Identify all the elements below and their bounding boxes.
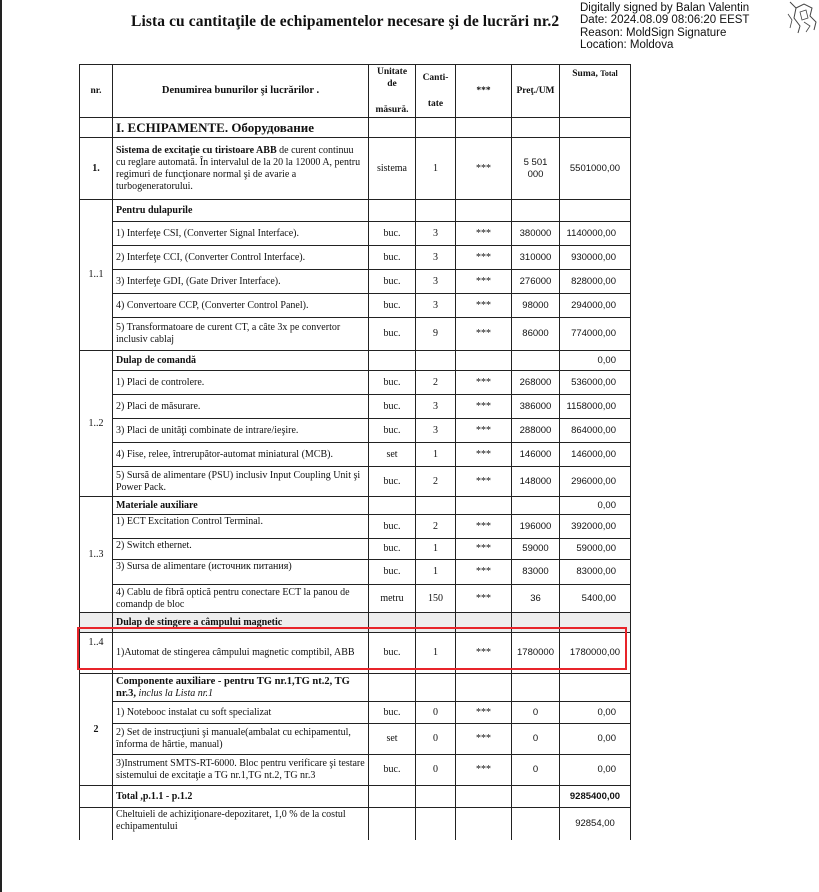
row-sum: 392000,00 xyxy=(560,515,631,539)
group-title-row xyxy=(80,200,631,222)
table-row xyxy=(80,539,631,560)
row-stars: *** xyxy=(456,585,512,613)
row-unit: buc. xyxy=(369,560,416,585)
row-name: 5) Sursă de alimentare (PSU) inclusiv Input Coupling Unit şi Power Pack. xyxy=(113,467,369,497)
header-qty-line1: Canti- xyxy=(422,73,449,83)
row-name: 4) Fise, relee, întrerupător-automat miniatural (MCB). xyxy=(113,443,369,467)
row-price: 0 xyxy=(512,755,560,786)
header-qty-line2: tate xyxy=(427,99,444,109)
row-stars: *** xyxy=(456,371,512,395)
row-stars: *** xyxy=(456,724,512,755)
table-row xyxy=(80,222,631,246)
row-qty: 2 xyxy=(416,467,456,497)
row-name: 4) Cablu de fibră optică pentru conectare ECT la panou de comandp de bloc xyxy=(113,585,369,613)
row-sum: 294000,00 xyxy=(560,294,631,318)
row-name: 1) Noteboоc instalat cu soft specializat xyxy=(113,702,369,724)
table-row xyxy=(80,246,631,270)
row-sum: 828000,00 xyxy=(560,270,631,294)
row-price: 148000 xyxy=(512,467,560,497)
table-row xyxy=(80,318,631,351)
row-sum: 0,00 xyxy=(560,702,631,724)
row-sum: 774000,00 xyxy=(560,318,631,351)
row-qty: 0 xyxy=(416,724,456,755)
group-nr: 1..4 xyxy=(80,633,113,674)
row-unit: buc. xyxy=(369,467,416,497)
row-name: 4) Convertoare CCP, (Converter Control Panel). xyxy=(113,294,369,318)
row-unit: buc. xyxy=(369,270,416,294)
table-row xyxy=(80,467,631,497)
row-sum: 146000,00 xyxy=(560,443,631,467)
table-row xyxy=(80,702,631,724)
row-qty: 3 xyxy=(416,246,456,270)
row-name xyxy=(113,138,369,200)
row-unit: buc. xyxy=(369,702,416,724)
row-price: 276000 xyxy=(512,270,560,294)
header-sum-total: Total xyxy=(600,69,618,78)
row-unit: set xyxy=(369,724,416,755)
row-price: 5 501 000 xyxy=(512,138,560,200)
row-sum: 5501000,00 xyxy=(560,138,631,200)
group-title: Dulap de stingere a câmpului magnetic xyxy=(113,613,369,633)
row-qty: 0 xyxy=(416,755,456,786)
row-name-rest: de curent continuu cu reglare automată. În intervalul de la 20 la 12000 A, pentru regimuri de funcţionare normal şi de avarie a turbogeneratorului. xyxy=(116,144,361,192)
row-qty: 2 xyxy=(416,515,456,539)
group-nr: 1..1 xyxy=(80,200,113,351)
row-unit: buc. xyxy=(369,371,416,395)
row-sum: 930000,00 xyxy=(560,246,631,270)
row-price: 380000 xyxy=(512,222,560,246)
row-qty: 3 xyxy=(416,270,456,294)
row-sum: 1140000,00 xyxy=(560,222,631,246)
costs-row xyxy=(80,808,631,840)
section-title: I. ECHIPAMENTE. Оборудование xyxy=(113,118,369,138)
row-sum: 59000,00 xyxy=(560,539,631,560)
row-stars: *** xyxy=(456,246,512,270)
group-title-row xyxy=(80,674,631,702)
row-unit: sistema xyxy=(369,138,416,200)
group-title xyxy=(113,674,369,702)
row-sum: 5400,00 xyxy=(560,585,631,613)
row-name: 1) Interfeţe CSI, (Converter Signal Interface). xyxy=(113,222,369,246)
row-unit: buc. xyxy=(369,246,416,270)
row-stars: *** xyxy=(456,294,512,318)
signature-reason: Reason: MoldSign Signature xyxy=(580,26,727,39)
row-price: 98000 xyxy=(512,294,560,318)
equipment-table xyxy=(79,64,631,840)
row-sum: 536000,00 xyxy=(560,371,631,395)
row-name: 2) Set de instrucţiuni şi manuale(ambalat cu echipamentul, înforma de hârtie, manual) xyxy=(113,724,369,755)
row-price: 1780000 xyxy=(512,633,560,674)
row-unit: buc. xyxy=(369,419,416,443)
row-name: 2) Placi de măsurare. xyxy=(113,395,369,419)
costs-label: Cheltuieli de achiziţionare-depozitaret, 1,0 % de la costul echipamentului xyxy=(113,808,369,840)
row-name: 1) ECT Excitation Control Terminal. xyxy=(113,515,369,539)
row-qty: 1 xyxy=(416,539,456,560)
header-name: Denumirea bunurilor şi lucrărilor . xyxy=(113,65,369,118)
row-stars: *** xyxy=(456,222,512,246)
total-sum: 9285400,00 xyxy=(560,786,631,808)
header-unit xyxy=(369,65,416,118)
total-label: Total ,p.1.1 - p.1.2 xyxy=(113,786,369,808)
row-stars: *** xyxy=(456,755,512,786)
row-price: 310000 xyxy=(512,246,560,270)
header-unit-line1: Unitate de xyxy=(376,67,408,89)
row-price: 83000 xyxy=(512,560,560,585)
row-stars: *** xyxy=(456,419,512,443)
row-unit: buc. xyxy=(369,515,416,539)
row-price: 86000 xyxy=(512,318,560,351)
row-qty: 9 xyxy=(416,318,456,351)
row-sum: 1780000,00 xyxy=(560,633,631,674)
row-price: 288000 xyxy=(512,419,560,443)
row-unit: buc. xyxy=(369,539,416,560)
row-price: 0 xyxy=(512,702,560,724)
row-price: 36 xyxy=(512,585,560,613)
table-row xyxy=(80,755,631,786)
table-row xyxy=(80,294,631,318)
row-stars: *** xyxy=(456,443,512,467)
row-qty: 1 xyxy=(416,138,456,200)
signature-date: Date: 2024.08.09 08:06:20 EEST xyxy=(580,14,750,27)
row-unit: buc. xyxy=(369,222,416,246)
row-name: 3) Placi de unităţi combinate de intrare/ieşire. xyxy=(113,419,369,443)
header-sum xyxy=(560,65,631,118)
row-price: 59000 xyxy=(512,539,560,560)
row-qty: 0 xyxy=(416,702,456,724)
row-qty: 3 xyxy=(416,395,456,419)
table-row xyxy=(80,585,631,613)
group-nr: 2 xyxy=(80,674,113,786)
row-qty: 1 xyxy=(416,443,456,467)
costs-sum: 92854,00 xyxy=(560,808,631,840)
row-qty: 150 xyxy=(416,585,456,613)
row-name: 2) Switch ethernet. xyxy=(113,539,369,560)
row-unit: set xyxy=(369,443,416,467)
row-price: 0 xyxy=(512,724,560,755)
row-sum: 296000,00 xyxy=(560,467,631,497)
group-title-bold: Componente auxiliare - pentru TG nr.1,TG nt.2, TG nr.3, xyxy=(116,675,350,699)
row-name: 2) Interfeţe CCI, (Converter Control Interface). xyxy=(113,246,369,270)
header-nr: nr. xyxy=(80,65,113,118)
table-row xyxy=(80,515,631,539)
section-title-row xyxy=(80,118,631,138)
row-unit: metru xyxy=(369,585,416,613)
group-title-row xyxy=(80,351,631,371)
row-sum: 0,00 xyxy=(560,755,631,786)
row-qty: 3 xyxy=(416,419,456,443)
row-stars: *** xyxy=(456,395,512,419)
row-sum: 83000,00 xyxy=(560,560,631,585)
group-title: Pentru dulapurile xyxy=(113,200,369,222)
digital-signature-block xyxy=(580,2,749,51)
row-qty: 3 xyxy=(416,222,456,246)
row-name: 3) Sursa de alimentare (источник питания) xyxy=(113,560,369,585)
total-row xyxy=(80,786,631,808)
table-row xyxy=(80,443,631,467)
row-stars: *** xyxy=(456,560,512,585)
header-qty xyxy=(416,65,456,118)
row-stars: *** xyxy=(456,633,512,674)
row-nr: 1. xyxy=(80,138,113,200)
row-qty: 2 xyxy=(416,371,456,395)
row-price: 196000 xyxy=(512,515,560,539)
group-title-row xyxy=(80,497,631,515)
row-unit: buc. xyxy=(369,633,416,674)
signature-location: Location: Moldova xyxy=(580,38,674,51)
row-sum: 1158000,00 xyxy=(560,395,631,419)
table-row xyxy=(80,724,631,755)
row-price: 146000 xyxy=(512,443,560,467)
row-name: 1)Automat de stingerea câmpului magnetic comptibil, ABB xyxy=(113,633,369,674)
group-nr: 1..3 xyxy=(80,497,113,613)
group-title: Materiale auxiliare xyxy=(113,497,369,515)
row-stars: *** xyxy=(456,467,512,497)
table-row xyxy=(80,419,631,443)
header-stars: *** xyxy=(456,65,512,118)
row-stars: *** xyxy=(456,702,512,724)
row-stars: *** xyxy=(456,138,512,200)
row-name: 1) Placi de controlere. xyxy=(113,371,369,395)
coat-of-arms-seal-icon xyxy=(786,0,819,34)
page-left-border xyxy=(0,0,2,892)
table-row xyxy=(80,560,631,585)
row-sum: 0,00 xyxy=(560,724,631,755)
group-nr: 1..2 xyxy=(80,351,113,497)
row-stars: *** xyxy=(456,539,512,560)
row-unit: buc. xyxy=(369,755,416,786)
row-qty: 3 xyxy=(416,294,456,318)
table-row xyxy=(80,138,631,200)
row-name: 3)Instrument SMTS-RT-6000. Bloc pentru verificare şi testare sistemului de excitaţie a TG nr.1,TG nt.2, TG nr.3 xyxy=(113,755,369,786)
header-sum-label: Suma, xyxy=(572,69,598,79)
row-stars: *** xyxy=(456,318,512,351)
row-price: 268000 xyxy=(512,371,560,395)
row-name-bold: Sistema de excitaţie cu tiristoare ABB xyxy=(116,144,277,156)
table-header-row xyxy=(80,65,631,118)
table-row xyxy=(80,371,631,395)
row-unit: buc. xyxy=(369,318,416,351)
row-unit: buc. xyxy=(369,294,416,318)
group-title-italic: inclus la Lista nr.1 xyxy=(136,687,214,699)
row-stars: *** xyxy=(456,270,512,294)
document-title: Lista cu cantitaţile de echipamentelor necesare şi de lucrări nr.2 xyxy=(131,13,560,30)
group-sum: 0,00 xyxy=(560,497,631,515)
row-price: 386000 xyxy=(512,395,560,419)
row-name: 3) Interfeţe GDI, (Gate Driver Interface). xyxy=(113,270,369,294)
row-qty: 1 xyxy=(416,633,456,674)
row-sum: 864000,00 xyxy=(560,419,631,443)
signature-signer: Digitally signed by Balan Valentin xyxy=(580,2,750,14)
row-qty: 1 xyxy=(416,560,456,585)
row-stars: *** xyxy=(456,515,512,539)
row-name: 5) Transformatoare de curent CT, a câte 3x pe convertor inclusiv cablaj xyxy=(113,318,369,351)
row-unit: buc. xyxy=(369,395,416,419)
table-row xyxy=(80,270,631,294)
group-title: Dulap de comandă xyxy=(113,351,369,371)
header-unit-line2: măsură. xyxy=(375,105,409,115)
highlight-box xyxy=(77,627,627,670)
group-sum: 0,00 xyxy=(560,351,631,371)
header-price: Preţ./UM xyxy=(512,65,560,118)
table-row xyxy=(80,395,631,419)
